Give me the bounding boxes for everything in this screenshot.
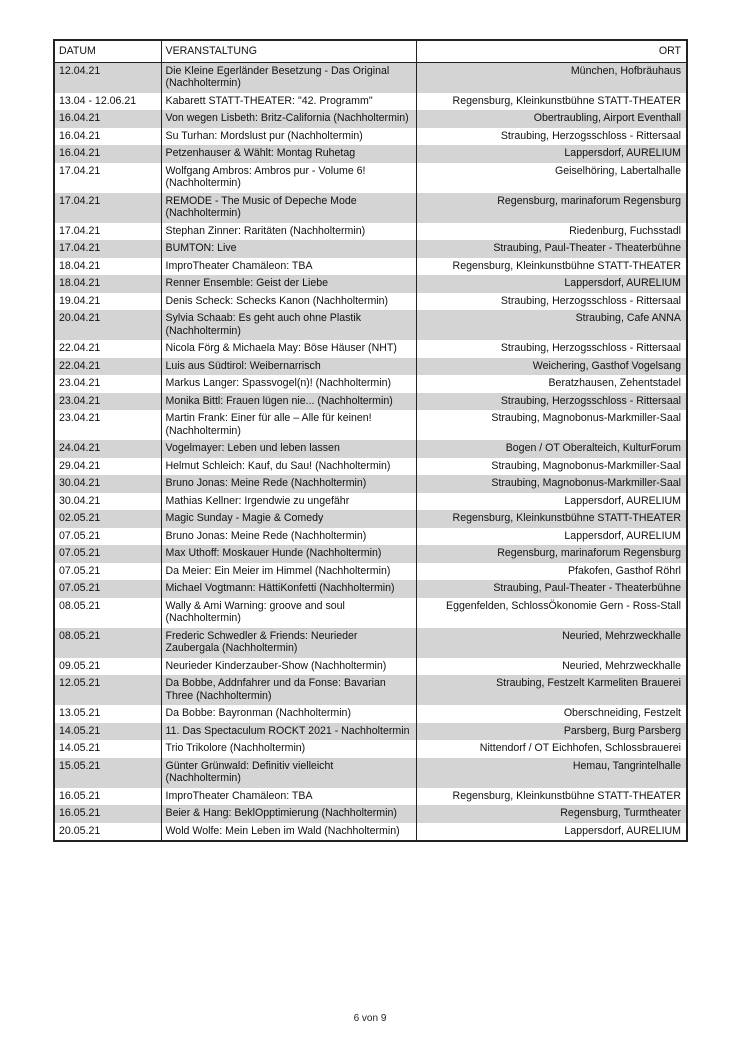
- cell-event: ImproTheater Chamäleon: TBA: [161, 788, 416, 806]
- cell-date: 30.04.21: [54, 493, 161, 511]
- cell-event: Magic Sunday - Magie & Comedy: [161, 510, 416, 528]
- cell-place: Geiselhöring, Labertalhalle: [416, 163, 687, 193]
- table-row: [54, 223, 687, 241]
- cell-date: 16.04.21: [54, 110, 161, 128]
- cell-place: Bogen / OT Oberalteich, KulturForum: [416, 440, 687, 458]
- cell-event: Petzenhauser & Wählt: Montag Ruhetag: [161, 145, 416, 163]
- cell-place: Pfakofen, Gasthof Röhrl: [416, 563, 687, 581]
- cell-event: Günter Grünwald: Definitiv vielleicht (Nachholtermin): [161, 758, 416, 788]
- cell-place: Regensburg, Kleinkunstbühne STATT-THEATER: [416, 258, 687, 276]
- cell-event: Vogelmayer: Leben und leben lassen: [161, 440, 416, 458]
- cell-event: 11. Das Spectaculum ROCKT 2021 - Nachholtermin: [161, 723, 416, 741]
- table-row: [54, 580, 687, 598]
- cell-place: Lappersdorf, AURELIUM: [416, 275, 687, 293]
- cell-date: 08.05.21: [54, 628, 161, 658]
- cell-event: Bruno Jonas: Meine Rede (Nachholtermin): [161, 475, 416, 493]
- table-row: [54, 598, 687, 628]
- table-row: [54, 293, 687, 311]
- cell-place: Regensburg, Turmtheater: [416, 805, 687, 823]
- cell-date: 17.04.21: [54, 223, 161, 241]
- cell-date: 16.04.21: [54, 128, 161, 146]
- cell-event: Denis Scheck: Schecks Kanon (Nachholtermin): [161, 293, 416, 311]
- cell-place: Nittendorf / OT Eichhofen, Schlossbrauerei: [416, 740, 687, 758]
- cell-place: Regensburg, Kleinkunstbühne STATT-THEATER: [416, 510, 687, 528]
- cell-place: Straubing, Cafe ANNA: [416, 310, 687, 340]
- header-date: DATUM: [54, 40, 161, 62]
- table-row: [54, 658, 687, 676]
- cell-date: 07.05.21: [54, 528, 161, 546]
- cell-date: 16.05.21: [54, 805, 161, 823]
- cell-event: Nicola Förg & Michaela May: Böse Häuser (NHT): [161, 340, 416, 358]
- cell-date: 23.04.21: [54, 410, 161, 440]
- cell-date: 12.04.21: [54, 62, 161, 93]
- header-place: ORT: [416, 40, 687, 62]
- cell-event: Bruno Jonas: Meine Rede (Nachholtermin): [161, 528, 416, 546]
- cell-event: Luis aus Südtirol: Weibernarrisch: [161, 358, 416, 376]
- cell-event: REMODE - The Music of Depeche Mode (Nachholtermin): [161, 193, 416, 223]
- cell-place: Neuried, Mehrzweckhalle: [416, 658, 687, 676]
- cell-place: München, Hofbräuhaus: [416, 62, 687, 93]
- cell-date: 17.04.21: [54, 240, 161, 258]
- table-row: [54, 145, 687, 163]
- cell-date: 07.05.21: [54, 563, 161, 581]
- cell-date: 08.05.21: [54, 598, 161, 628]
- cell-event: Trio Trikolore (Nachholtermin): [161, 740, 416, 758]
- cell-event: Mathias Kellner: Irgendwie zu ungefähr: [161, 493, 416, 511]
- cell-date: 13.05.21: [54, 705, 161, 723]
- cell-date: 20.04.21: [54, 310, 161, 340]
- table-row: [54, 440, 687, 458]
- table-row: [54, 528, 687, 546]
- cell-date: 17.04.21: [54, 193, 161, 223]
- table-row: [54, 758, 687, 788]
- cell-place: Beratzhausen, Zehentstadel: [416, 375, 687, 393]
- cell-place: Oberschneiding, Festzelt: [416, 705, 687, 723]
- cell-event: Frederic Schwedler & Friends: Neurieder Zaubergala (Nachholtermin): [161, 628, 416, 658]
- header-event: VERANSTALTUNG: [161, 40, 416, 62]
- cell-date: 20.05.21: [54, 823, 161, 842]
- cell-place: Straubing, Herzogsschloss - Rittersaal: [416, 128, 687, 146]
- table-row: [54, 823, 687, 842]
- table-body: [54, 62, 687, 841]
- cell-place: Regensburg, marinaforum Regensburg: [416, 545, 687, 563]
- table-row: [54, 458, 687, 476]
- cell-place: Lappersdorf, AURELIUM: [416, 823, 687, 842]
- cell-place: Straubing, Herzogsschloss - Rittersaal: [416, 293, 687, 311]
- cell-place: Regensburg, marinaforum Regensburg: [416, 193, 687, 223]
- cell-date: 09.05.21: [54, 658, 161, 676]
- table-row: [54, 675, 687, 705]
- cell-place: Straubing, Magnobonus-Markmiller-Saal: [416, 410, 687, 440]
- table-row: [54, 493, 687, 511]
- table-row: [54, 805, 687, 823]
- table-row: [54, 240, 687, 258]
- table-row: [54, 375, 687, 393]
- table-row: [54, 275, 687, 293]
- cell-place: Obertraubling, Airport Eventhall: [416, 110, 687, 128]
- cell-event: Wold Wolfe: Mein Leben im Wald (Nachholtermin): [161, 823, 416, 842]
- cell-event: Von wegen Lisbeth: Britz-California (Nachholtermin): [161, 110, 416, 128]
- cell-place: Straubing, Magnobonus-Markmiller-Saal: [416, 458, 687, 476]
- cell-event: Michael Vogtmann: HättiKonfetti (Nachholtermin): [161, 580, 416, 598]
- cell-date: 14.05.21: [54, 740, 161, 758]
- cell-event: Stephan Zinner: Raritäten (Nachholtermin): [161, 223, 416, 241]
- cell-event: Beier & Hang: BeklOpptimierung (Nachholtermin): [161, 805, 416, 823]
- table-row: [54, 705, 687, 723]
- cell-date: 16.05.21: [54, 788, 161, 806]
- table-row: [54, 163, 687, 193]
- cell-date: 30.04.21: [54, 475, 161, 493]
- cell-event: Helmut Schleich: Kauf, du Sau! (Nachholtermin): [161, 458, 416, 476]
- cell-event: Wally & Ami Warning: groove and soul (Nachholtermin): [161, 598, 416, 628]
- cell-date: 16.04.21: [54, 145, 161, 163]
- table-row: [54, 788, 687, 806]
- table-row: [54, 563, 687, 581]
- table-row: [54, 475, 687, 493]
- cell-event: BUMTON: Live: [161, 240, 416, 258]
- cell-date: 19.04.21: [54, 293, 161, 311]
- cell-place: Neuried, Mehrzweckhalle: [416, 628, 687, 658]
- cell-place: Regensburg, Kleinkunstbühne STATT-THEATER: [416, 93, 687, 111]
- table-row: [54, 193, 687, 223]
- cell-event: Max Uthoff: Moskauer Hunde (Nachholtermin): [161, 545, 416, 563]
- cell-date: 18.04.21: [54, 258, 161, 276]
- cell-event: Martin Frank: Einer für alle – Alle für keinen! (Nachholtermin): [161, 410, 416, 440]
- cell-date: 02.05.21: [54, 510, 161, 528]
- events-table: [53, 39, 688, 842]
- cell-date: 24.04.21: [54, 440, 161, 458]
- cell-place: Straubing, Herzogsschloss - Rittersaal: [416, 393, 687, 411]
- cell-event: Da Bobbe: Bayronman (Nachholtermin): [161, 705, 416, 723]
- table-row: [54, 723, 687, 741]
- table-row: [54, 510, 687, 528]
- cell-event: Wolfgang Ambros: Ambros pur - Volume 6! (Nachholtermin): [161, 163, 416, 193]
- cell-event: Sylvia Schaab: Es geht auch ohne Plastik (Nachholtermin): [161, 310, 416, 340]
- cell-date: 22.04.21: [54, 340, 161, 358]
- cell-date: 12.05.21: [54, 675, 161, 705]
- table-row: [54, 110, 687, 128]
- cell-place: Lappersdorf, AURELIUM: [416, 528, 687, 546]
- cell-place: Straubing, Herzogsschloss - Rittersaal: [416, 340, 687, 358]
- cell-date: 22.04.21: [54, 358, 161, 376]
- table-row: [54, 393, 687, 411]
- table-row: [54, 545, 687, 563]
- table-row: [54, 628, 687, 658]
- cell-place: Straubing, Paul-Theater - Theaterbühne: [416, 580, 687, 598]
- cell-date: 23.04.21: [54, 375, 161, 393]
- cell-event: Die Kleine Egerländer Besetzung - Das Original (Nachholtermin): [161, 62, 416, 93]
- cell-place: Straubing, Festzelt Karmeliten Brauerei: [416, 675, 687, 705]
- cell-place: Straubing, Magnobonus-Markmiller-Saal: [416, 475, 687, 493]
- cell-date: 17.04.21: [54, 163, 161, 193]
- cell-date: 14.05.21: [54, 723, 161, 741]
- table-row: [54, 310, 687, 340]
- cell-date: 15.05.21: [54, 758, 161, 788]
- cell-date: 23.04.21: [54, 393, 161, 411]
- table-row: [54, 62, 687, 93]
- cell-place: Eggenfelden, SchlossÖkonomie Gern - Ross-Stall: [416, 598, 687, 628]
- cell-event: Renner Ensemble: Geist der Liebe: [161, 275, 416, 293]
- table-row: [54, 128, 687, 146]
- table-row: [54, 93, 687, 111]
- cell-event: Monika Bittl: Frauen lügen nie... (Nachholtermin): [161, 393, 416, 411]
- cell-place: Riedenburg, Fuchsstadl: [416, 223, 687, 241]
- cell-event: Da Meier: Ein Meier im Himmel (Nachholtermin): [161, 563, 416, 581]
- cell-event: Markus Langer: Spassvogel(n)! (Nachholtermin): [161, 375, 416, 393]
- table-row: [54, 740, 687, 758]
- cell-date: 13.04 - 12.06.21: [54, 93, 161, 111]
- cell-place: Lappersdorf, AURELIUM: [416, 145, 687, 163]
- cell-place: Straubing, Paul-Theater - Theaterbühne: [416, 240, 687, 258]
- cell-date: 07.05.21: [54, 580, 161, 598]
- cell-event: Kabarett STATT-THEATER: "42. Programm": [161, 93, 416, 111]
- cell-date: 18.04.21: [54, 275, 161, 293]
- table-row: [54, 410, 687, 440]
- cell-event: ImproTheater Chamäleon: TBA: [161, 258, 416, 276]
- cell-date: 29.04.21: [54, 458, 161, 476]
- table-header-row: [54, 40, 687, 62]
- cell-event: Su Turhan: Mordslust pur (Nachholtermin): [161, 128, 416, 146]
- table-row: [54, 258, 687, 276]
- cell-place: Weichering, Gasthof Vogelsang: [416, 358, 687, 376]
- cell-date: 07.05.21: [54, 545, 161, 563]
- cell-event: Da Bobbe, Addnfahrer und da Fonse: Bavarian Three (Nachholtermin): [161, 675, 416, 705]
- table-row: [54, 340, 687, 358]
- cell-place: Lappersdorf, AURELIUM: [416, 493, 687, 511]
- page-number: 6 von 9: [353, 1013, 387, 1024]
- cell-place: Parsberg, Burg Parsberg: [416, 723, 687, 741]
- cell-place: Hemau, Tangrintelhalle: [416, 758, 687, 788]
- table-row: [54, 358, 687, 376]
- cell-place: Regensburg, Kleinkunstbühne STATT-THEATER: [416, 788, 687, 806]
- cell-event: Neurieder Kinderzauber-Show (Nachholtermin): [161, 658, 416, 676]
